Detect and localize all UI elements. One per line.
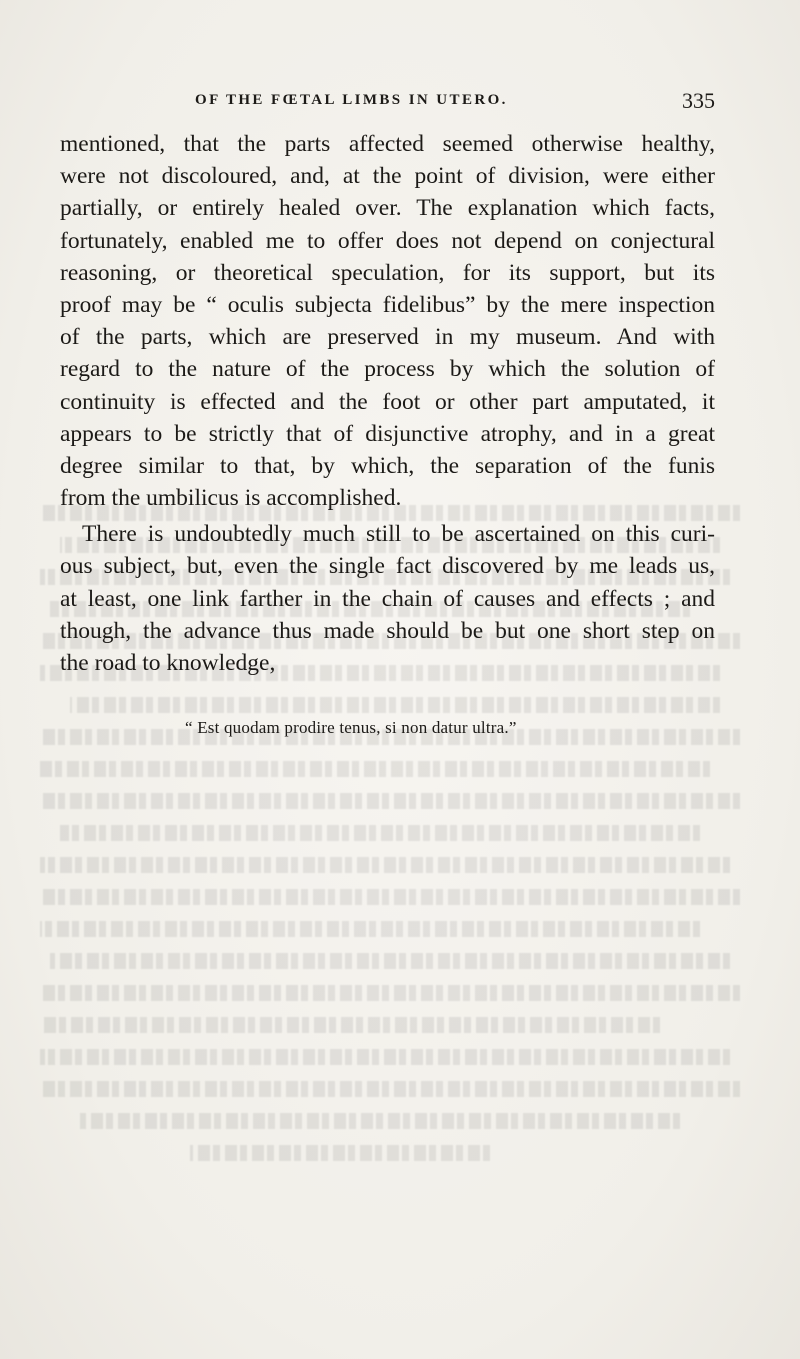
body-text — [60, 128, 715, 679]
text-line: at least, one link farther in the chain of causes and effects ; and — [60, 585, 715, 612]
text-line: partially, or entirely healed over. The explanation which facts, — [60, 195, 715, 222]
paragraph — [60, 518, 715, 679]
text-line: proof may be “ oculis subjecta fidelibus” by the mere inspection — [60, 291, 715, 318]
text-line: continuity is effected and the foot or other part amputated, it — [60, 388, 715, 415]
text-line: were not discoloured, and, at the point of division, were either — [60, 163, 715, 190]
latin-quotation: “ Est quodam prodire tenus, si non datur ultra.” — [185, 718, 517, 737]
text-line: degree similar to that, by which, the separation of the funis — [60, 452, 715, 479]
text-line: There is undoubtedly much still to be ascertained on this curi- — [82, 521, 715, 548]
text-line: ous subject, but, even the single fact discovered by me leads us, — [60, 553, 715, 580]
running-title: OF THE FŒTAL LIMBS IN UTERO. — [195, 92, 508, 108]
page-number: 335 — [682, 88, 715, 113]
text-line: regard to the nature of the process by which the solution of — [60, 356, 715, 383]
running-header — [195, 88, 715, 118]
text-line: from the umbilicus is accomplished. — [60, 485, 402, 512]
text-line: fortunately, enabled me to offer does not depend on conjectural — [60, 227, 715, 254]
text-line: appears to be strictly that of disjunctive atrophy, and in a great — [60, 420, 715, 447]
paragraph — [60, 128, 715, 514]
text-line: the road to knowledge, — [60, 650, 276, 676]
text-line: though, the advance thus made should be but one short step on — [60, 617, 715, 644]
text-line: mentioned, that the parts affected seemed otherwise healthy, — [60, 131, 715, 157]
text-line: of the parts, which are preserved in my museum. And with — [60, 324, 715, 351]
text-line: reasoning, or theoretical speculation, for its support, but its — [60, 259, 715, 286]
